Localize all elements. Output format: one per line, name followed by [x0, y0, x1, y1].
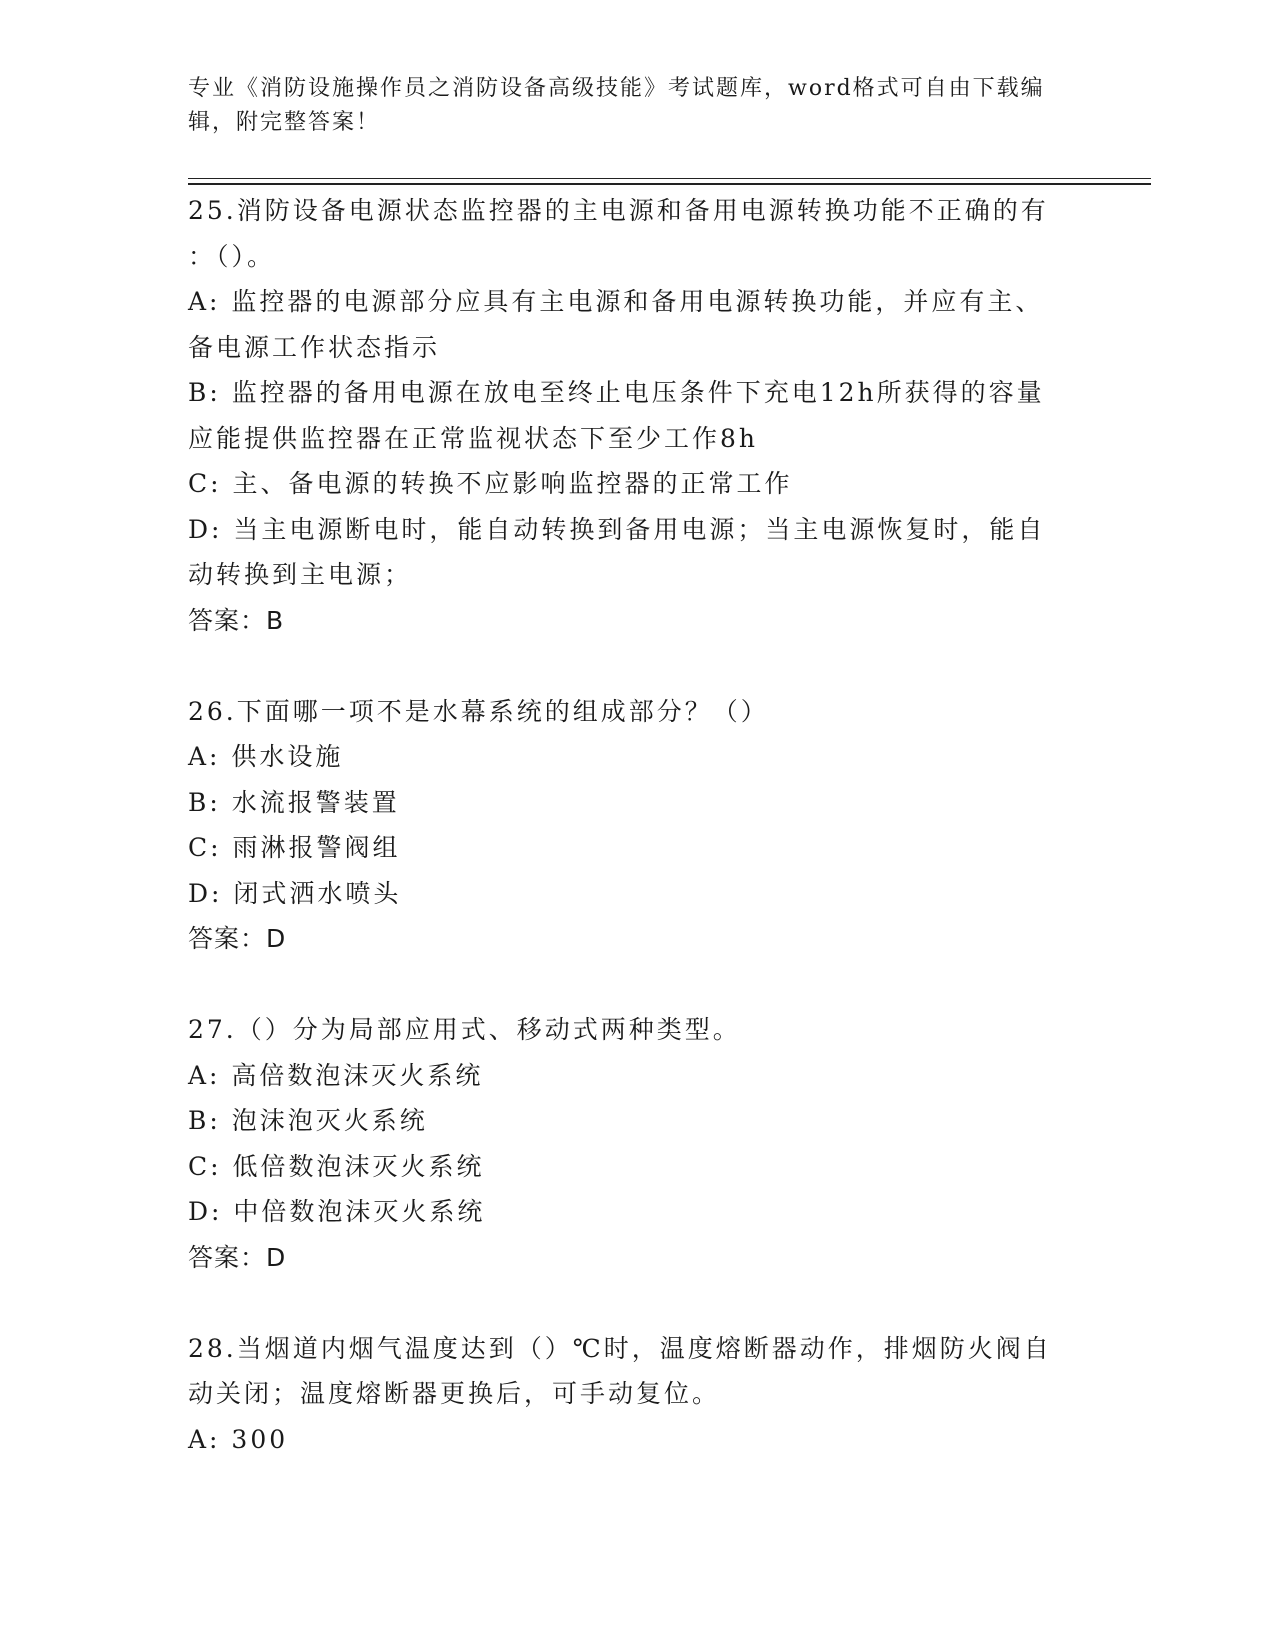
question-stem: ：（）。	[188, 241, 276, 271]
option-a: A: 监控器的电源部分应具有主电源和备用电源转换功能，并应有主、	[188, 287, 1044, 316]
option-b-cont: 应能提供监控器在正常监视状态下至少工作8h	[188, 423, 759, 453]
question-26	[188, 689, 1088, 962]
question-stem: 25.消防设备电源状态监控器的主电源和备用电源转换功能不正确的有	[188, 196, 1049, 225]
option-d: D: 闭式洒水喷头	[188, 878, 402, 908]
question-28	[188, 1326, 1088, 1463]
question-stem: 动关闭；温度熔断器更换后，可手动复位。	[188, 1379, 721, 1408]
question-stem: 28.当烟道内烟气温度达到（）℃时，温度熔断器动作，排烟防火阀自	[188, 1333, 1052, 1363]
document-header	[188, 72, 1068, 140]
header-divider-thin	[188, 178, 1151, 179]
option-d: D: 中倍数泡沫灭火系统	[188, 1197, 486, 1226]
option-b: B: 水流报警装置	[188, 787, 400, 817]
header-line-2: 辑，附完整答案！	[188, 110, 381, 135]
option-c: C: 主、备电源的转换不应影响监控器的正常工作	[188, 469, 793, 498]
option-a-cont: 备电源工作状态指示	[188, 332, 441, 362]
option-a: A: 300	[188, 1424, 289, 1454]
option-a: A: 供水设施	[188, 742, 344, 771]
header-divider-thick	[188, 183, 1151, 185]
question-stem: 26.下面哪一项不是水幕系统的组成部分？（）	[188, 696, 769, 726]
option-b: B: 监控器的备用电源在放电至终止电压条件下充电12h所获得的容量	[188, 378, 1045, 407]
spacer	[188, 962, 1088, 1008]
answer: 答案：D	[188, 924, 287, 953]
option-d: D: 当主电源断电时，能自动转换到备用电源；当主电源恢复时，能自	[188, 514, 1046, 544]
answer: 答案：B	[188, 605, 285, 635]
spacer	[188, 643, 1088, 689]
spacer	[188, 1280, 1088, 1326]
option-d-cont: 动转换到主电源；	[188, 560, 413, 589]
option-c: C: 低倍数泡沫灭火系统	[188, 1151, 485, 1181]
answer: 答案：D	[188, 1242, 287, 1272]
option-a: A: 高倍数泡沫灭火系统	[188, 1060, 484, 1090]
question-25	[188, 188, 1088, 643]
question-27	[188, 1007, 1088, 1280]
question-stem: 27.（）分为局部应用式、移动式两种类型。	[188, 1015, 741, 1044]
option-b: B: 泡沫泡灭火系统	[188, 1106, 428, 1135]
header-line-1: 专业《消防设施操作员之消防设备高级技能》考试题库，word格式可自由下载编	[188, 76, 1045, 101]
option-c: C: 雨淋报警阀组	[188, 833, 401, 862]
question-list	[188, 188, 1088, 1462]
